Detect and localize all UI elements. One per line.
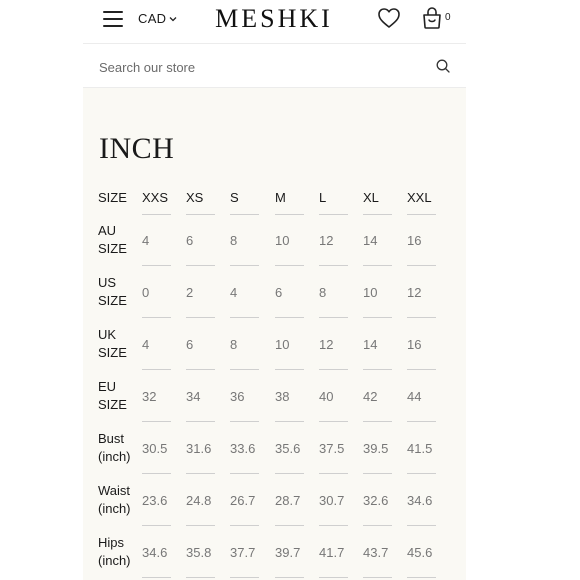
cell-divider (186, 214, 215, 215)
cell-divider (363, 525, 392, 526)
size-value: 32 (142, 389, 157, 404)
cell-divider (186, 369, 215, 370)
cell-divider (142, 525, 171, 526)
cell-divider (319, 577, 348, 578)
size-value: 30.5 (142, 441, 168, 456)
cell-divider (186, 525, 215, 526)
cell-divider (142, 421, 171, 422)
size-column-header: S (230, 190, 239, 205)
cell-divider (142, 214, 171, 215)
cell-divider (230, 265, 259, 266)
size-value: 6 (186, 337, 194, 352)
size-value: 4 (142, 337, 150, 352)
cell-divider (407, 369, 436, 370)
size-value: 12 (319, 337, 334, 352)
size-value: 41.5 (407, 441, 433, 456)
size-value: 33.6 (230, 441, 256, 456)
size-value: 16 (407, 233, 422, 248)
cell-divider (363, 577, 392, 578)
row-label-line2: SIZE (98, 293, 127, 308)
row-label-line1: EU (98, 379, 117, 394)
size-value: 35.6 (275, 441, 301, 456)
cell-divider (230, 577, 259, 578)
size-value: 14 (363, 337, 378, 352)
cell-divider (363, 421, 392, 422)
size-value: 6 (275, 285, 283, 300)
row-label (98, 534, 131, 570)
size-value: 31.6 (186, 441, 212, 456)
cell-divider (186, 473, 215, 474)
cell-divider (142, 265, 171, 266)
size-value: 10 (275, 337, 290, 352)
size-value: 39.5 (363, 441, 389, 456)
size-value: 2 (186, 285, 194, 300)
size-value: 28.7 (275, 493, 301, 508)
cell-divider (363, 369, 392, 370)
cell-divider (142, 577, 171, 578)
cell-divider (319, 525, 348, 526)
cell-divider (407, 473, 436, 474)
row-label (98, 430, 131, 466)
cell-divider (407, 317, 436, 318)
row-label-line1: Waist (98, 483, 131, 498)
cell-divider (230, 317, 259, 318)
cell-divider (319, 317, 348, 318)
cell-divider (142, 317, 171, 318)
size-value: 42 (363, 389, 378, 404)
cell-divider (319, 265, 348, 266)
row-label-line2: SIZE (98, 345, 127, 360)
size-value: 8 (230, 337, 238, 352)
cell-divider (275, 577, 304, 578)
chevron-down-icon (169, 16, 177, 22)
cell-divider (275, 265, 304, 266)
row-label-line2: (inch) (98, 553, 131, 568)
row-label-line2: (inch) (98, 501, 131, 516)
size-value: 32.6 (363, 493, 389, 508)
row-label-line1: UK (98, 327, 117, 342)
size-value: 35.8 (186, 545, 212, 560)
size-column-header: XS (186, 190, 204, 205)
size-value: 10 (363, 285, 378, 300)
size-value: 34.6 (142, 545, 168, 560)
size-value: 8 (319, 285, 327, 300)
row-label-line1: AU (98, 223, 117, 238)
search-bar (83, 44, 466, 88)
size-value: 8 (230, 233, 238, 248)
cell-divider (230, 525, 259, 526)
mobile-page (83, 0, 466, 580)
size-value: 4 (230, 285, 238, 300)
cell-divider (230, 214, 259, 215)
cell-divider (407, 421, 436, 422)
cell-divider (186, 421, 215, 422)
cell-divider (186, 577, 215, 578)
cell-divider (186, 317, 215, 318)
size-value: 6 (186, 233, 194, 248)
size-value: 23.6 (142, 493, 168, 508)
cell-divider (142, 473, 171, 474)
currency-selector[interactable] (138, 10, 177, 28)
search-input[interactable] (97, 54, 421, 80)
cell-divider (363, 265, 392, 266)
row-label-line2: (inch) (98, 449, 131, 464)
hamburger-menu-icon[interactable] (103, 10, 123, 27)
cell-divider (275, 214, 304, 215)
size-value: 16 (407, 337, 422, 352)
search-icon[interactable] (436, 59, 450, 73)
size-value: 38 (275, 389, 290, 404)
size-value: 39.7 (275, 545, 301, 560)
cell-divider (275, 525, 304, 526)
size-value: 45.6 (407, 545, 433, 560)
size-value: 12 (319, 233, 334, 248)
cell-divider (319, 473, 348, 474)
row-label (98, 326, 127, 362)
cell-divider (319, 421, 348, 422)
row-label-line2: SIZE (98, 241, 127, 256)
size-chart-panel (83, 88, 466, 580)
size-value: 41.7 (319, 545, 345, 560)
size-value: 14 (363, 233, 378, 248)
cell-divider (363, 214, 392, 215)
brand-logo[interactable]: MESHKI (215, 4, 333, 33)
cell-divider (230, 473, 259, 474)
size-value: 40 (319, 389, 334, 404)
row-label-line1: Hips (98, 535, 125, 550)
size-value: 34 (186, 389, 201, 404)
unit-title: INCH (99, 132, 175, 165)
size-value: 0 (142, 285, 150, 300)
size-column-header: XXL (407, 190, 432, 205)
cell-divider (363, 317, 392, 318)
shopping-bag-icon[interactable] (421, 6, 443, 30)
size-value: 34.6 (407, 493, 433, 508)
cell-divider (230, 369, 259, 370)
cell-divider (407, 525, 436, 526)
cell-divider (407, 214, 436, 215)
cell-divider (275, 317, 304, 318)
cell-divider (275, 421, 304, 422)
cell-divider (186, 265, 215, 266)
cart-count: 0 (445, 12, 451, 23)
cell-divider (142, 369, 171, 370)
cell-divider (319, 369, 348, 370)
cell-divider (275, 369, 304, 370)
size-value: 37.7 (230, 545, 256, 560)
row-label-line1: US (98, 275, 117, 290)
size-value: 37.5 (319, 441, 345, 456)
heart-icon[interactable] (377, 7, 401, 29)
site-header (83, 0, 466, 44)
row-label (98, 274, 127, 310)
size-value: 30.7 (319, 493, 345, 508)
size-value: 12 (407, 285, 422, 300)
row-label-line1: Bust (98, 431, 125, 446)
size-value: 4 (142, 233, 150, 248)
size-value: 43.7 (363, 545, 389, 560)
size-value: 26.7 (230, 493, 256, 508)
size-header-label: SIZE (98, 190, 127, 205)
cell-divider (319, 214, 348, 215)
cell-divider (230, 421, 259, 422)
size-value: 24.8 (186, 493, 212, 508)
size-column-header: XL (363, 190, 379, 205)
size-column-header: M (275, 190, 286, 205)
size-value: 10 (275, 233, 290, 248)
row-label (98, 482, 131, 518)
row-label (98, 378, 127, 414)
cell-divider (275, 473, 304, 474)
size-value: 44 (407, 389, 422, 404)
size-column-header: XXS (142, 190, 169, 205)
row-label-line2: SIZE (98, 397, 127, 412)
cell-divider (407, 265, 436, 266)
cell-divider (407, 577, 436, 578)
cell-divider (363, 473, 392, 474)
row-label (98, 222, 127, 258)
size-value: 36 (230, 389, 245, 404)
currency-label: CAD (138, 11, 167, 26)
size-column-header: L (319, 190, 327, 205)
